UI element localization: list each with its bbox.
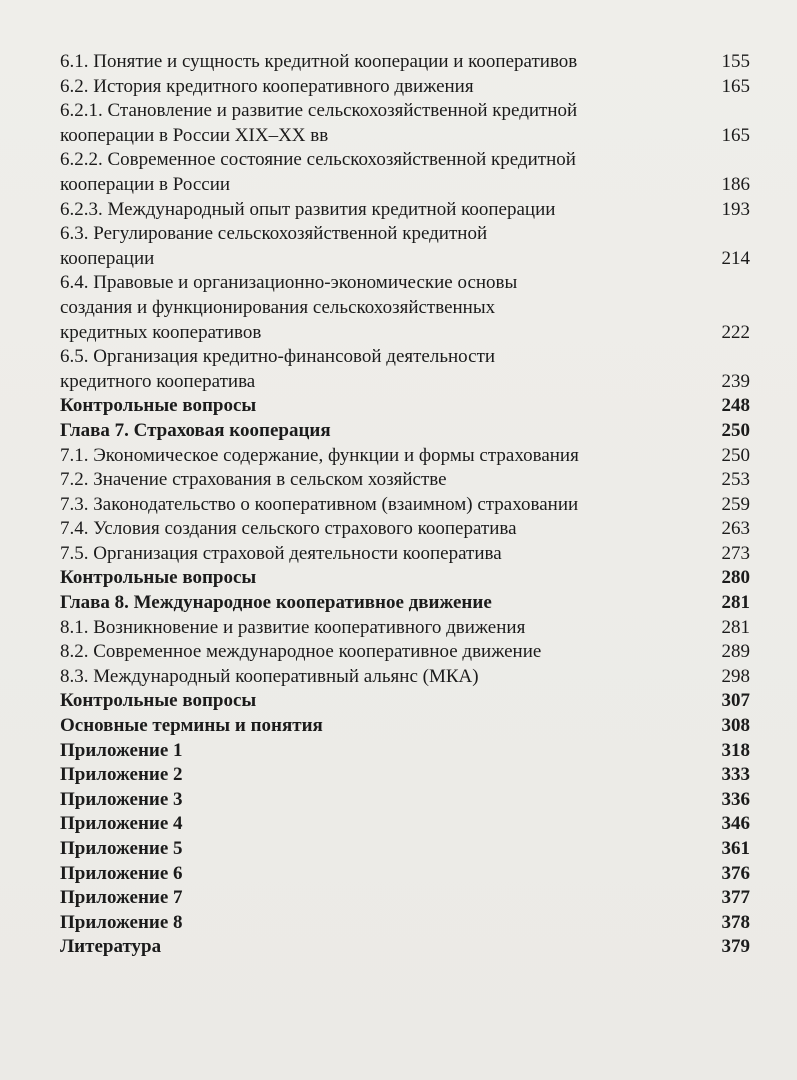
toc-entry-title-line: Приложение 5 — [60, 838, 183, 859]
toc-entry-title-line: Контрольные вопросы — [60, 567, 257, 589]
toc-entry-title-line: 6.2.2. Современное состояние сельскохозяйственной кредитной — [60, 149, 576, 171]
toc-entry — [60, 591, 750, 616]
toc-entry-page-number: 298 — [721, 665, 750, 687]
toc-entry-title — [60, 665, 706, 690]
toc-entry-title-line: 7.3. Законодательство о кооперативном (взаимном) страховании — [60, 493, 579, 515]
toc-entry — [60, 640, 750, 665]
toc-entry-page-number: 155 — [721, 51, 750, 72]
toc-entry-title-line: 7.4. Условия создания сельского страхового кооператива — [60, 518, 517, 540]
toc-entry-page-number: 239 — [721, 370, 750, 392]
toc-entry-page-number: 336 — [721, 788, 750, 810]
toc-entry-title — [60, 493, 706, 518]
toc-entry-page-number: 250 — [721, 444, 750, 466]
toc-entry — [60, 345, 750, 394]
toc-entry-title — [60, 517, 706, 542]
toc-entry — [60, 763, 750, 788]
toc-entry-title — [60, 75, 706, 100]
toc-entry-page-number: 378 — [721, 911, 750, 933]
toc-entry-title-line: Приложение 7 — [60, 887, 183, 909]
toc-entry-title — [60, 444, 706, 469]
toc-entry — [60, 911, 750, 936]
toc-entry — [60, 198, 750, 223]
toc-entry-page-number: 214 — [721, 247, 750, 269]
toc-entry-title-line: 8.2. Современное международное кооперативное движение — [60, 641, 542, 663]
toc-entry-title-line: 8.1. Возникновение и развитие кооперативного движения — [60, 616, 526, 638]
toc-entry — [60, 222, 750, 271]
toc-entry-title-line: 7.5. Организация страховой деятельности кооператива — [60, 542, 502, 564]
toc-entry-title — [60, 862, 706, 887]
toc-entry-page-number: 377 — [721, 887, 750, 909]
toc-entry-title — [60, 714, 706, 739]
toc-entry-title-line: Приложение 6 — [60, 862, 183, 884]
toc-entry — [60, 517, 750, 542]
toc-entry-title — [60, 222, 706, 271]
toc-entry-title-line: 8.3. Международный кооперативный альянс (МКА) — [60, 665, 479, 687]
toc-entry-page-number: 253 — [721, 469, 750, 491]
toc-entry-title — [60, 788, 706, 813]
toc-entry — [60, 468, 750, 493]
toc-entry-page-number: 281 — [721, 616, 750, 638]
toc-entry — [60, 788, 750, 813]
toc-entry — [60, 50, 750, 75]
toc-entry-title — [60, 689, 706, 714]
toc-entry-title-line: 6.5. Организация кредитно-финансовой деятельности — [60, 346, 496, 368]
toc-entry-page-number: 273 — [721, 542, 750, 564]
toc-entry-title-line: Приложение 8 — [60, 911, 183, 933]
toc-entry — [60, 837, 750, 862]
toc-entry-title-line: Приложение 4 — [60, 813, 183, 835]
toc-entry-page-number: 318 — [721, 739, 750, 761]
toc-entry-title-line: Приложение 2 — [60, 764, 183, 786]
toc-entry — [60, 739, 750, 764]
toc-entry — [60, 271, 750, 345]
toc-entry-title — [60, 99, 706, 148]
toc-entry-title-line: Глава 7. Страховая кооперация — [60, 419, 331, 441]
toc-entry-page-number: 193 — [721, 198, 750, 220]
toc-entry-title — [60, 468, 706, 493]
toc-entry-page-number: 259 — [721, 493, 750, 515]
toc-entry-title-line: Контрольные вопросы — [60, 690, 257, 712]
toc-entry-title-line: 6.2.3. Международный опыт развития кредитной кооперации — [60, 198, 556, 220]
toc-entry-title — [60, 148, 706, 197]
toc-entry-title — [60, 837, 706, 862]
toc-entry-title — [60, 886, 706, 911]
toc-entry-title — [60, 345, 706, 394]
toc-entry-title — [60, 640, 706, 665]
table-of-contents — [60, 50, 750, 960]
toc-entry-page-number: 346 — [721, 813, 750, 835]
toc-entry-title — [60, 271, 706, 345]
toc-entry-title-line: Контрольные вопросы — [60, 395, 257, 417]
toc-entry-page-number: 281 — [721, 592, 750, 614]
toc-entry-title-line: кооперации — [60, 247, 155, 269]
toc-entry-page-number: 186 — [721, 173, 750, 195]
toc-entry-title-line: Приложение 3 — [60, 788, 183, 810]
toc-entry — [60, 493, 750, 518]
toc-entry-page-number: 307 — [721, 690, 750, 712]
toc-entry-title-line: 7.2. Значение страхования в сельском хозяйстве — [60, 469, 447, 491]
toc-entry-title-line: 6.4. Правовые и организационно-экономические основы — [60, 272, 518, 294]
toc-entry — [60, 935, 750, 960]
toc-entry — [60, 886, 750, 911]
toc-entry-page-number: 379 — [721, 936, 750, 958]
toc-entry — [60, 394, 750, 419]
toc-entry-title-line: создания и функционирования сельскохозяйственных — [60, 296, 496, 318]
toc-entry — [60, 812, 750, 837]
toc-entry-title-line: 6.1. Понятие и сущность кредитной кооперации и кооперативов — [60, 51, 578, 72]
toc-entry-title — [60, 566, 706, 591]
toc-entry-page-number: 165 — [721, 124, 750, 146]
toc-entry-title — [60, 419, 706, 444]
toc-entry — [60, 148, 750, 197]
toc-entry-page-number: 248 — [721, 395, 750, 417]
toc-entry — [60, 689, 750, 714]
toc-entry-title — [60, 591, 706, 616]
toc-entry — [60, 75, 750, 100]
toc-entry-title — [60, 542, 706, 567]
toc-entry-page-number: 333 — [721, 764, 750, 786]
toc-entry-title-line: Приложение 1 — [60, 739, 183, 761]
toc-entry — [60, 616, 750, 641]
toc-entry-title-line: Глава 8. Международное кооперативное движение — [60, 592, 492, 614]
toc-entry — [60, 566, 750, 591]
toc-entry — [60, 665, 750, 690]
toc-entry-title — [60, 50, 706, 75]
toc-entry-title-line: Литература — [60, 936, 162, 958]
toc-entry — [60, 99, 750, 148]
toc-entry-page-number: 222 — [721, 321, 750, 343]
toc-entry-title — [60, 616, 706, 641]
toc-entry-page-number: 361 — [721, 838, 750, 859]
toc-entry-title-line: кредитного кооператива — [60, 370, 256, 392]
toc-entry — [60, 714, 750, 739]
toc-entry-title-line: кооперации в России XIX–XX вв — [60, 124, 329, 146]
toc-entry-page-number: 280 — [721, 567, 750, 589]
toc-entry-page-number: 376 — [721, 862, 750, 884]
toc-entry — [60, 419, 750, 444]
toc-entry — [60, 444, 750, 469]
toc-entry-title — [60, 198, 706, 223]
toc-entry-page-number: 165 — [721, 75, 750, 97]
toc-entry-title-line: 7.1. Экономическое содержание, функции и формы страхования — [60, 444, 579, 466]
toc-entry-title-line: кооперации в России — [60, 173, 231, 195]
toc-entry-page-number: 308 — [721, 715, 750, 737]
toc-entry-title-line: Основные термины и понятия — [60, 715, 323, 737]
toc-entry-title — [60, 739, 706, 764]
toc-entry-title-line: 6.2. История кредитного кооперативного движения — [60, 75, 474, 97]
toc-entry-title — [60, 935, 706, 960]
toc-entry — [60, 862, 750, 887]
toc-entry-title — [60, 911, 706, 936]
toc-entry-title-line: 6.3. Регулирование сельскохозяйственной кредитной — [60, 223, 488, 245]
toc-entry-page-number: 250 — [721, 419, 750, 441]
toc-entry-page-number: 289 — [721, 641, 750, 663]
toc-entry-title — [60, 812, 706, 837]
toc-entry-title-line: кредитных кооперативов — [60, 321, 262, 343]
toc-entry-title — [60, 394, 706, 419]
toc-entry — [60, 542, 750, 567]
toc-entry-title-line: 6.2.1. Становление и развитие сельскохозяйственной кредитной — [60, 100, 578, 122]
toc-entry-title — [60, 763, 706, 788]
toc-entry-page-number: 263 — [721, 518, 750, 540]
